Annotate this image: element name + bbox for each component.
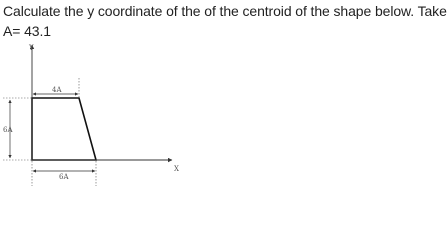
question-line-1: Calculate the y coordinate of the of the centroid of the shape below. Take bbox=[3, 3, 447, 19]
question-text bbox=[3, 1, 447, 41]
question-line-2: A= 43.1 bbox=[3, 23, 51, 39]
base-width-label: 6A bbox=[59, 173, 69, 181]
trapezoid-shape bbox=[32, 98, 96, 160]
trapezoid-figure bbox=[0, 38, 350, 199]
y-axis-label: Y bbox=[29, 44, 34, 52]
height-label: 6A bbox=[3, 126, 13, 134]
x-axis-label: X bbox=[174, 165, 179, 173]
top-width-label: 4A bbox=[52, 86, 62, 94]
